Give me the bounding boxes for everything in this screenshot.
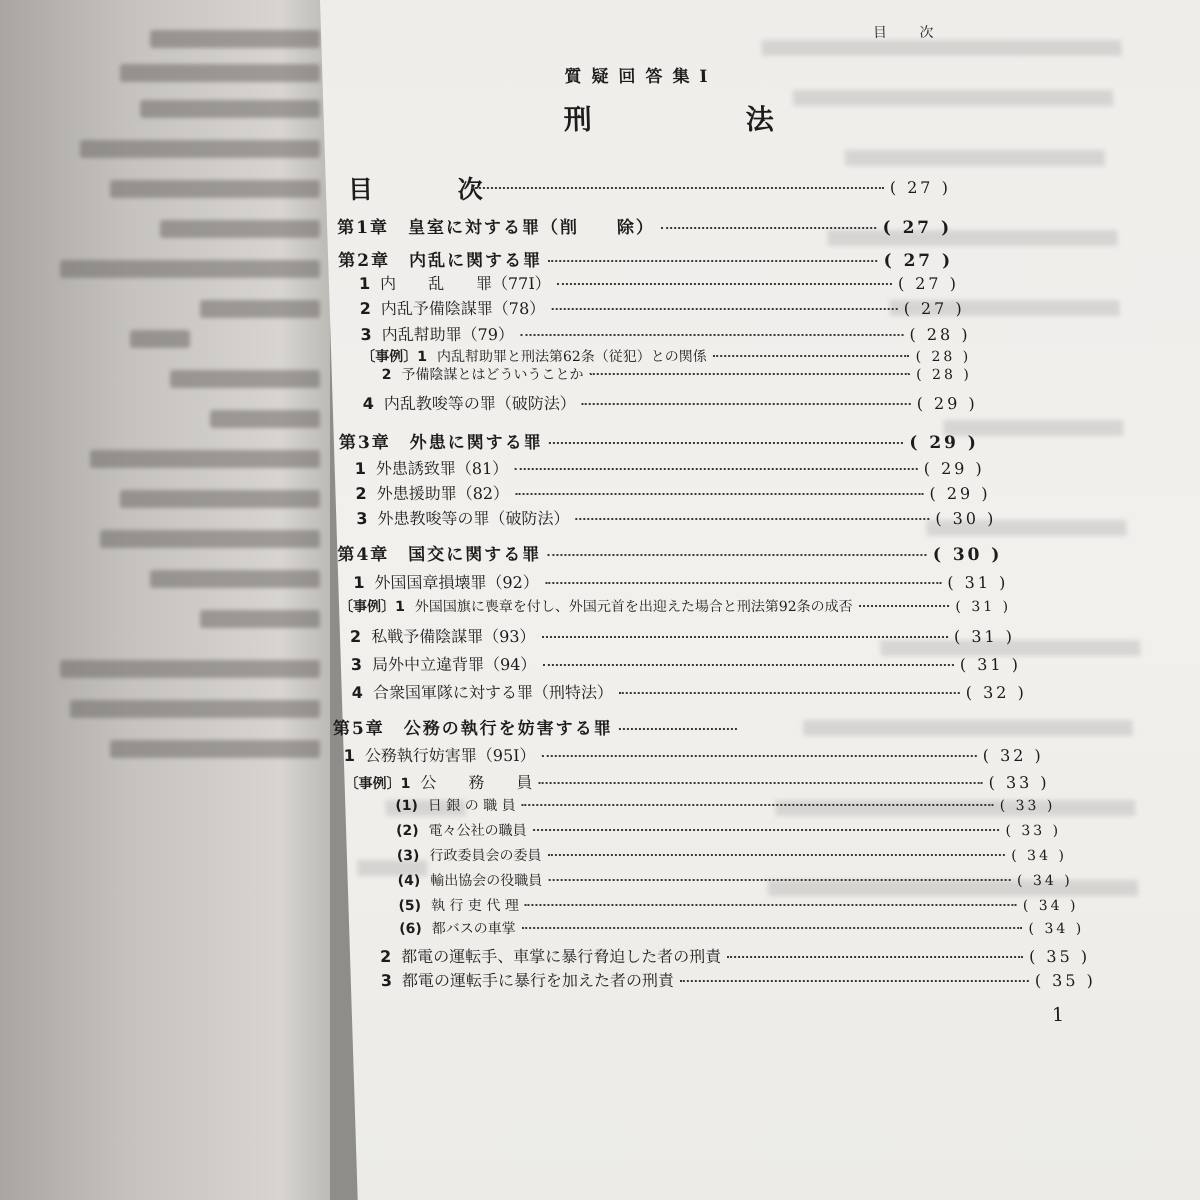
toc-entry bbox=[350, 624, 1016, 647]
toc-entry-title: 電々公社の職員 bbox=[428, 823, 527, 839]
toc-entry-label bbox=[339, 596, 853, 616]
toc-entry-title: 局外中立違背罪（94） bbox=[371, 655, 537, 674]
toc-entry-page: ( 29 ) bbox=[929, 484, 991, 503]
toc-entry-title: 内乱予備陰謀罪（78） bbox=[380, 299, 546, 318]
toc-leader-dots bbox=[619, 728, 737, 730]
toc-entry-page: ( 31 ) bbox=[953, 627, 1016, 646]
toc-entry-page: ( 35 ) bbox=[1028, 947, 1091, 966]
toc-entry-title: 内乱幇助罪と刑法第62条（従犯）との関係 bbox=[436, 349, 708, 365]
toc-entry-title: 執 行 吏 代 理 bbox=[430, 898, 520, 914]
toc-entry-title: 外患教唆等の罪（破防法） bbox=[377, 509, 570, 528]
toc-entry-page: ( 30 ) bbox=[932, 545, 1003, 565]
toc-entry-page: ( 29 ) bbox=[909, 433, 980, 453]
toc-entry-title: 第5章 公務の執行を妨害する罪 bbox=[332, 719, 614, 739]
toc-entry-title: 第3章 外患に関する罪 bbox=[338, 433, 544, 453]
toc-entry-title: 都電の運転手、車掌に暴行脅迫した者の刑責 bbox=[400, 947, 722, 966]
toc-leader-dots bbox=[557, 283, 892, 285]
toc-entry bbox=[350, 652, 1021, 675]
toc-chapter-entry bbox=[338, 246, 954, 271]
toc-leader-dots bbox=[582, 403, 911, 405]
toc-entry-number: (4) bbox=[397, 873, 421, 889]
toc-entry-page: ( 34 ) bbox=[1028, 921, 1085, 937]
toc-entry-title: 外患援助罪（82） bbox=[376, 484, 510, 503]
toc-entry-number: (6) bbox=[398, 921, 422, 937]
toc-entry-number: 3 bbox=[360, 325, 372, 344]
toc-entry-label bbox=[353, 570, 539, 593]
toc-entry-page: ( 27 ) bbox=[882, 218, 953, 238]
toc-entry-number: 〔事例〕1 bbox=[338, 599, 406, 615]
toc-entry-page: ( 35 ) bbox=[1034, 971, 1097, 990]
toc-entry-title: 外国国章損壊罪（92） bbox=[374, 573, 540, 592]
toc-entry-number: 2 bbox=[349, 627, 362, 646]
toc-entry-label bbox=[360, 322, 514, 345]
toc-entry bbox=[360, 322, 971, 345]
toc-leader-dots bbox=[713, 355, 910, 357]
toc-entry-label bbox=[398, 895, 519, 915]
toc-entry bbox=[380, 968, 1096, 991]
toc-leader-dots bbox=[522, 927, 1023, 929]
toc-entry-title: 第4章 国交に関する罪 bbox=[337, 545, 542, 565]
toc-leader-dots bbox=[661, 227, 877, 229]
toc-entry bbox=[355, 481, 991, 504]
toc-entry-title: 公 務 員 bbox=[420, 773, 533, 792]
previous-page-bleed-text bbox=[0, 0, 330, 1200]
toc-entry-label bbox=[359, 296, 545, 319]
toc-entry-label bbox=[399, 918, 516, 938]
series-title: 質疑回答集Ⅰ bbox=[564, 67, 718, 87]
toc-entry-number: 1 bbox=[358, 274, 371, 293]
toc-entry bbox=[397, 845, 1068, 865]
book-title-char-2: 法 bbox=[745, 103, 775, 136]
toc-entry-label bbox=[351, 680, 613, 703]
toc-entry-title: 内 乱 罪（77Ⅰ） bbox=[379, 274, 552, 293]
toc-leader-dots bbox=[545, 582, 942, 584]
toc-leader-dots bbox=[727, 956, 1023, 958]
toc-entry-number: 2 bbox=[381, 367, 392, 383]
toc-leader-dots bbox=[525, 904, 1017, 906]
toc-entry-page: ( 27 ) bbox=[889, 178, 952, 197]
toc-entry-label bbox=[337, 213, 656, 238]
toc-entry bbox=[354, 456, 985, 479]
toc-leader-dots bbox=[542, 636, 949, 638]
toc-entry-page: ( 32 ) bbox=[965, 683, 1028, 702]
toc-entry-number: 4 bbox=[362, 394, 375, 413]
toc-entry-title: 公務執行妨害罪（95Ⅰ） bbox=[364, 746, 536, 765]
toc-entry-number: (5) bbox=[398, 898, 422, 914]
toc-entry bbox=[361, 346, 972, 366]
toc-entry-number: 1 bbox=[353, 573, 365, 592]
toc-leader-dots bbox=[547, 554, 927, 556]
toc-entry-number: 4 bbox=[351, 683, 364, 702]
toc-entry bbox=[356, 506, 997, 529]
toc-entry-label bbox=[361, 346, 707, 366]
toc-entry-page: ( 29 ) bbox=[916, 394, 978, 413]
toc-entry bbox=[351, 680, 1027, 703]
toc-entry-page: ( 29 ) bbox=[923, 459, 986, 478]
toc-entry-title: 都電の運転手に暴行を加えた者の刑責 bbox=[401, 971, 675, 990]
toc-leader-dots bbox=[522, 804, 994, 806]
toc-entry-title: 外国国旗に喪章を付し、外国元首を出迎えた場合と刑法第92条の成否 bbox=[414, 599, 853, 615]
toc-entry-number: 〔事例〕1 bbox=[344, 776, 411, 792]
toc-entry-number: 3 bbox=[380, 971, 393, 990]
page-number: 1 bbox=[1051, 1004, 1065, 1026]
toc-entry-number: 3 bbox=[350, 655, 363, 674]
toc-leader-dots bbox=[533, 829, 1000, 831]
toc-leader-dots bbox=[548, 260, 878, 262]
toc-entry-number: 3 bbox=[355, 509, 368, 528]
toc-entry-title: 予備陰謀とはどういうことか bbox=[401, 367, 584, 383]
book-title-char-1: 刑 bbox=[563, 103, 593, 136]
toc-entry bbox=[339, 596, 1012, 616]
toc-leader-dots bbox=[538, 782, 982, 784]
toc-entry-label bbox=[397, 870, 542, 890]
toc-entry-page: ( 31 ) bbox=[955, 599, 1012, 615]
toc-leader-dots bbox=[548, 879, 1011, 881]
toc-entry-page: ( 33 ) bbox=[999, 798, 1056, 814]
toc-leader-dots bbox=[680, 980, 1029, 982]
toc-entry-label bbox=[350, 624, 536, 647]
toc-entry-page: ( 27 ) bbox=[897, 274, 960, 293]
toc-entry-page: ( 33 ) bbox=[988, 773, 1050, 792]
toc-entry-number: (1) bbox=[395, 798, 419, 814]
toc-entry-label bbox=[380, 944, 722, 967]
toc-entry bbox=[359, 296, 965, 319]
toc-entry-title: 日 銀 の 職 員 bbox=[427, 798, 516, 814]
toc-entry-label bbox=[381, 364, 583, 384]
toc-entry bbox=[395, 795, 1056, 815]
previous-page bbox=[0, 0, 330, 1200]
toc-entry-label bbox=[359, 271, 552, 294]
toc-entry-label bbox=[338, 246, 543, 271]
toc-entry bbox=[397, 870, 1073, 890]
toc-entry-number: 2 bbox=[359, 299, 372, 318]
toc-entry-title: 第2章 内乱に関する罪 bbox=[337, 251, 543, 271]
toc-entry bbox=[359, 271, 960, 294]
toc-heading: 目 次 bbox=[347, 175, 522, 204]
toc-entry-title: 私戦予備陰謀罪（93） bbox=[370, 627, 536, 646]
toc-entry-number: (3) bbox=[396, 848, 420, 864]
toc-chapter-entry bbox=[332, 714, 743, 739]
toc-entry-label bbox=[355, 481, 509, 504]
running-header: 目 次 bbox=[872, 25, 948, 41]
toc-leader-dots bbox=[542, 664, 954, 666]
toc-leader-dots bbox=[515, 493, 924, 495]
toc-entry-label bbox=[343, 743, 536, 766]
toc-entry-label bbox=[362, 391, 576, 414]
toc-leader-dots bbox=[549, 442, 904, 444]
toc-entry-title: 第1章 皇室に対する罪（削 除） bbox=[336, 218, 656, 238]
toc-entry-label bbox=[337, 540, 542, 565]
toc-entry-page: ( 27 ) bbox=[883, 251, 954, 271]
toc-entry bbox=[398, 895, 1079, 915]
toc-entry-title: 内乱幇助罪（79） bbox=[381, 325, 515, 344]
toc-entry-label bbox=[380, 968, 674, 991]
toc-entry-page: ( 27 ) bbox=[903, 299, 965, 318]
toc-entry-page: ( 32 ) bbox=[982, 746, 1045, 765]
toc-entry bbox=[466, 178, 952, 197]
toc-entry-page: ( 34 ) bbox=[1022, 898, 1079, 914]
toc-entry-title: 外患誘致罪（81） bbox=[375, 459, 509, 478]
toc-entry-number: 2 bbox=[355, 484, 367, 503]
toc-entry-page: ( 28 ) bbox=[915, 349, 972, 365]
toc-entry-label bbox=[395, 795, 516, 815]
toc-leader-dots bbox=[589, 373, 910, 375]
toc-leader-dots bbox=[551, 308, 898, 310]
toc-entry-label bbox=[338, 428, 543, 453]
toc-entry-page: ( 31 ) bbox=[959, 655, 1022, 674]
toc-entry bbox=[343, 743, 1044, 766]
toc-entry-label bbox=[356, 506, 570, 529]
toc-entry bbox=[380, 944, 1091, 967]
book-title bbox=[563, 98, 774, 138]
toc-leader-dots bbox=[575, 518, 929, 520]
toc-entry-title: 内乱教唆等の罪（破防法） bbox=[383, 394, 577, 413]
toc-leader-dots bbox=[547, 854, 1005, 856]
toc-leader-dots bbox=[472, 187, 884, 189]
toc-entry-label bbox=[354, 456, 508, 479]
toc-entry-page: ( 30 ) bbox=[934, 509, 997, 528]
toc-entry-label bbox=[397, 845, 542, 865]
toc-entry-title: 都バスの車掌 bbox=[431, 921, 516, 937]
toc-entry-title: 輸出協会の役職員 bbox=[429, 873, 543, 889]
toc-chapter-entry bbox=[337, 213, 953, 238]
toc-entry-page: ( 34 ) bbox=[1016, 873, 1073, 889]
toc-entry-page: ( 31 ) bbox=[946, 573, 1009, 592]
toc-entry bbox=[362, 391, 978, 414]
toc-leader-dots bbox=[619, 692, 960, 694]
toc-entry bbox=[344, 770, 1050, 793]
toc-leader-dots bbox=[542, 755, 977, 757]
toc-entry-page: ( 34 ) bbox=[1011, 848, 1068, 864]
toc-entry-number: 1 bbox=[354, 459, 367, 478]
toc-entry-number: 〔事例〕1 bbox=[360, 349, 428, 365]
toc-leader-dots bbox=[514, 468, 918, 470]
toc-entry-page: ( 28 ) bbox=[915, 367, 973, 383]
toc-chapter-entry bbox=[337, 540, 1003, 565]
toc-entry-label bbox=[332, 714, 613, 739]
toc-entry-number: (2) bbox=[395, 823, 419, 839]
toc-leader-dots bbox=[859, 605, 950, 607]
toc-entry bbox=[396, 820, 1062, 840]
toc-entry-label bbox=[344, 770, 532, 793]
toc-entry bbox=[353, 570, 1009, 593]
toc-entry-title: 合衆国軍隊に対する罪（刑特法） bbox=[372, 683, 614, 702]
toc-entry-title: 行政委員会の委員 bbox=[429, 848, 542, 864]
toc-entry-label bbox=[396, 820, 527, 840]
toc-entry-number: 2 bbox=[379, 947, 392, 966]
toc-leader-dots bbox=[520, 334, 904, 336]
toc-chapter-entry bbox=[338, 428, 979, 453]
toc-page bbox=[320, 0, 1200, 1200]
toc-entry bbox=[399, 918, 1085, 938]
toc-entry bbox=[381, 364, 972, 384]
toc-entry-page: ( 28 ) bbox=[909, 325, 971, 344]
toc-entry-label bbox=[350, 652, 536, 675]
toc-entry-number: 1 bbox=[343, 746, 356, 765]
toc-entry-page: ( 33 ) bbox=[1005, 823, 1062, 839]
